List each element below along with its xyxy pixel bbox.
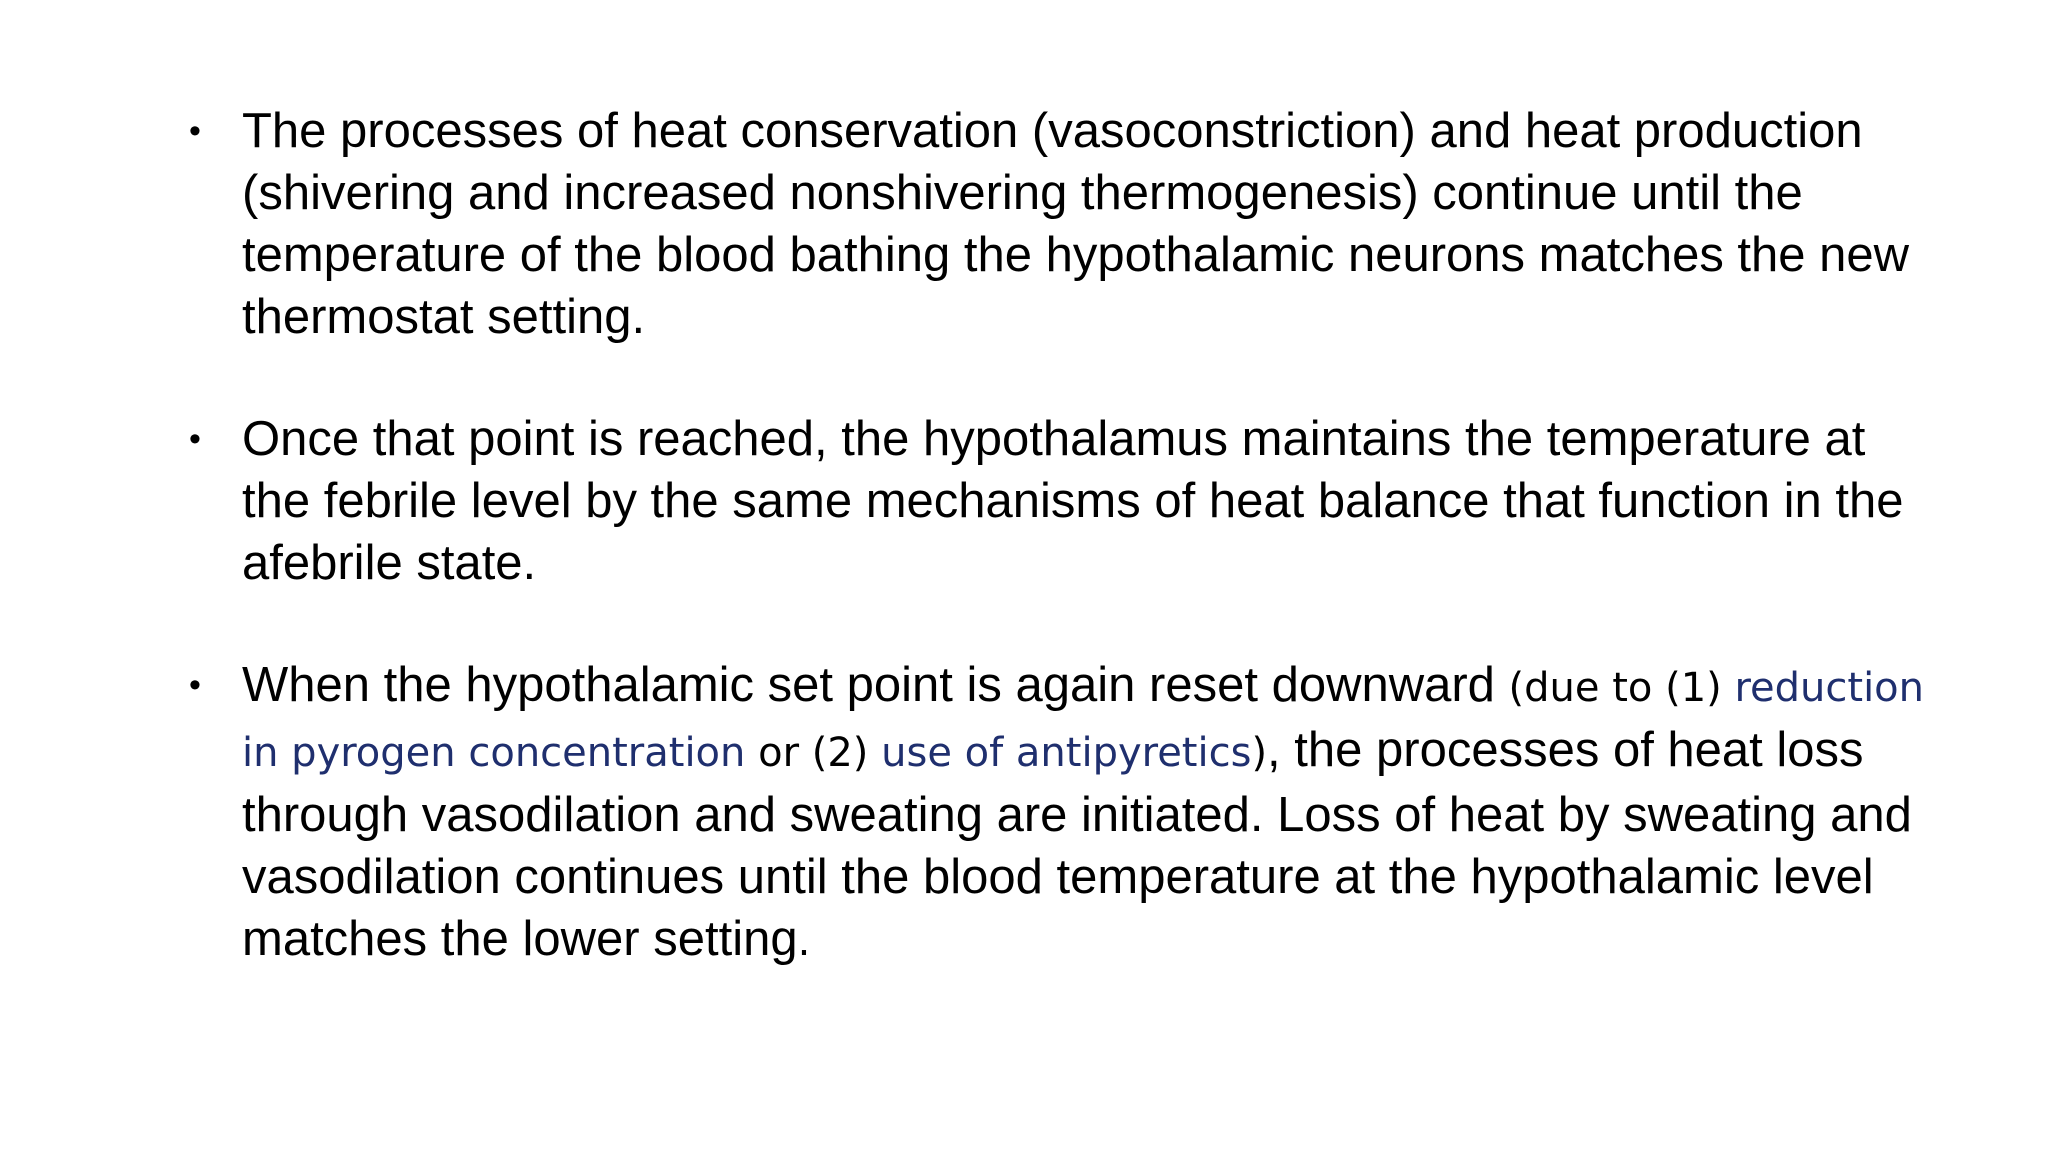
- bullet-list: [180, 100, 1940, 973]
- parenthetical-middle: or (2): [745, 730, 882, 776]
- bullet-item-febrile-level: [180, 408, 1940, 594]
- parenthetical-open: (due to (1): [1508, 665, 1735, 711]
- final-period: .: [797, 919, 811, 965]
- bullet-icon: •: [189, 112, 201, 150]
- bullet-text: The processes of heat conservation (vasoconstriction) and heat production (shivering and increased nonshivering thermogenesis) continue until the temperature of the blood bathing the hypothalamic neurons matches the new thermostat setting.: [242, 104, 1910, 344]
- bullet-item-heat-conservation: [180, 100, 1940, 348]
- bullet-icon: •: [189, 420, 201, 458]
- bullet-text-end: , the processes of heat loss through vasodilation and sweating are initiated. Loss of heat by sweating and vasodilation continues until the blood temperature at the hypothalamic level matches the lower setting: [242, 723, 1912, 966]
- highlight-pyrogen-reduction: reduction in pyrogen concentration: [242, 665, 1924, 776]
- bullet-text: Once that point is reached, the hypothalamus maintains the temperature at the febrile level by the same mechanisms of heat balance that function in the afebrile state.: [242, 412, 1904, 590]
- bullet-item-set-point-reset: [180, 654, 1940, 973]
- parenthetical-close: ): [1251, 730, 1268, 776]
- highlight-antipyretics: use of antipyretics: [881, 730, 1252, 776]
- bullet-text-start: When the hypothalamic set point is again reset downward: [242, 658, 1509, 712]
- bullet-icon: •: [189, 666, 201, 704]
